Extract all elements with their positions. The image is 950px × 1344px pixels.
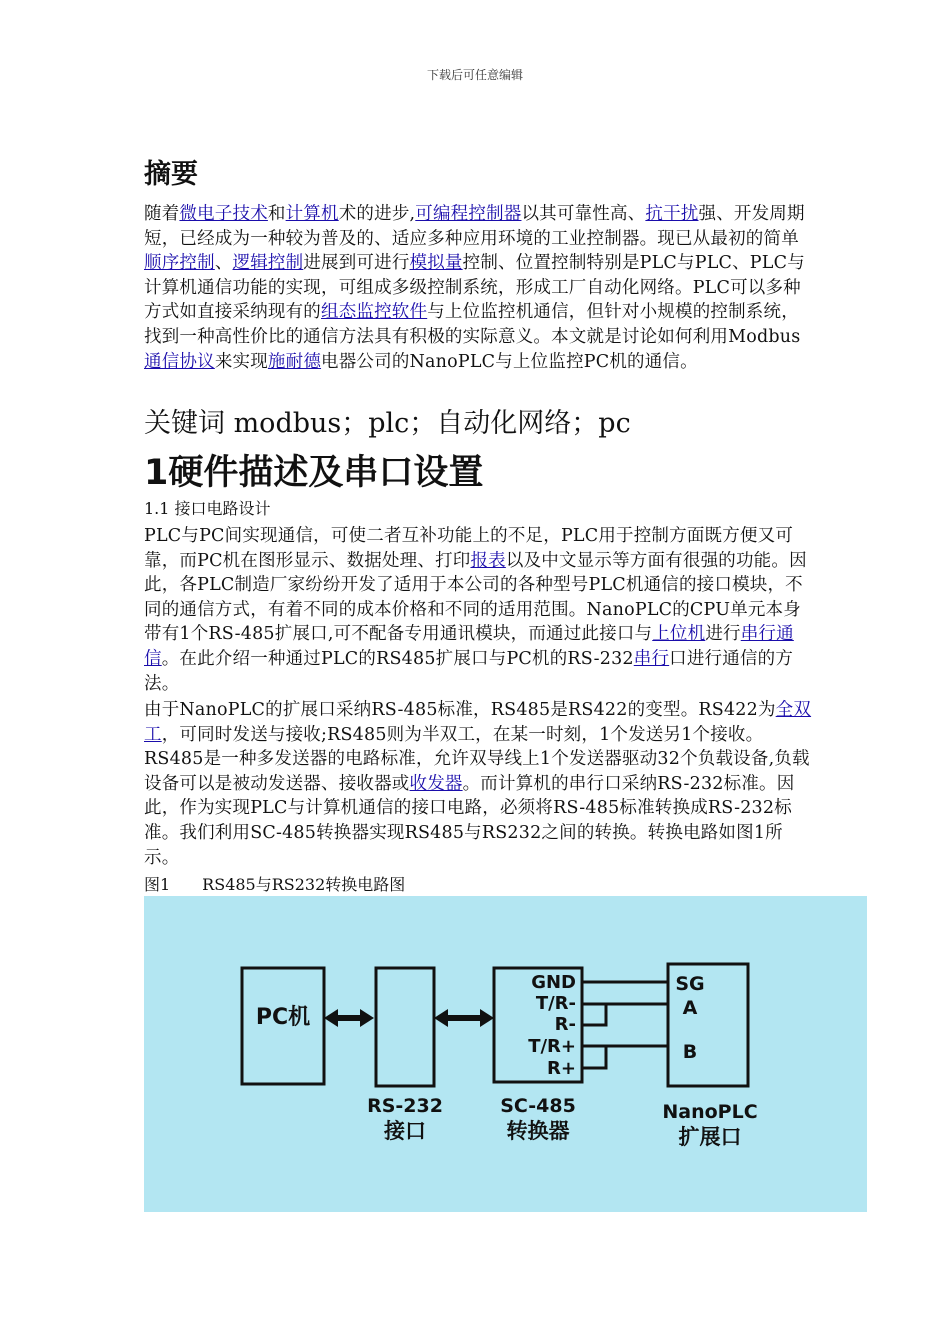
body-paragraph-2 [144,698,814,870]
text-run: 随着 [144,204,180,224]
circuit-diagram [144,896,867,1212]
text-run: 、 [214,253,233,274]
hyperlink[interactable]: 逻辑控制 [232,253,304,274]
abstract-paragraph [144,202,814,374]
hyperlink[interactable]: 报表 [470,550,506,571]
text-run: ，可同时发送与接收;RS485则为半双工，在某一时刻，1个发送另1个接收。RS485是一种多发送器的电路标准，允许双导线上1个发送器驱动32个负载设备,负载设备可以是被动发送器、接收器或 [144,724,810,794]
text-run: 控制、位置控制特别是PLC与PLC、PLC与计算机通信功能的实现，可组成多级控制系统，形成工厂自动化网络。PLC可以多种方式如直接采纳现有的 [144,253,805,323]
sc485-pin-r-minus: R- [554,1014,576,1035]
rs232-label-1: RS-232 [367,1095,443,1117]
wiring [582,982,668,1068]
sc485-pin-r-plus: R+ [547,1058,576,1079]
text-run: 以及中文显示等方面有很强的功能。因此，各PLC制造厂家纷纷开发了适用于本公司的各种型号PLC机通信的接口模块，不同的通信方式，有着不同的成本价格和不同的适用范围。NanoPLC的CPU单元本身带有1个RS-485扩展口,可不配备专用通讯模块，而通过此接口与 [144,550,807,645]
text-run: 术的进步, [338,204,416,224]
text-run: 。在此介绍一种通过PLC的RS485扩展口与PC机的RS-232 [161,648,634,669]
arrowhead-right-1 [360,1009,374,1027]
text-run: 强、开发周期短，已经成为一种较为普及的、适应多种应用环境的工业控制器。现已从最初的简单 [144,204,805,249]
hyperlink[interactable]: 抗干扰 [645,204,699,224]
sc485-pin-gnd: GND [531,972,576,993]
body-paragraph-1 [144,524,814,696]
hyperlink[interactable]: 施耐德 [267,351,322,372]
arrowhead-left-1 [324,1009,338,1027]
rs232-box [376,968,434,1086]
arrowhead-right-2 [480,1009,494,1027]
text-run: 与上位监控机通信，但针对小规模的控制系统，找到一种高性价比的通信方法具有积极的实际意义。本文就是讨论如何利用Modbus [144,302,801,347]
hyperlink[interactable]: 通信协议 [144,351,215,372]
text-run: 以其可靠性高、 [521,204,646,224]
text-run: 进展到可进行 [303,253,410,274]
keywords-line: 关键词 modbus；plc；自动化网络；pc [144,408,631,439]
sc485-pin-tr-minus: T/R- [535,993,576,1014]
pc-label: PC机 [255,1005,311,1030]
sc485-label-2: 转换器 [506,1119,570,1143]
abstract-heading: 摘要 [144,159,198,190]
hyperlink[interactable]: 收发器 [409,773,463,794]
text-run: PLC与PC间实现通信，可使二者互补功能上的不足，PLC用于控制方面既方便又可靠，而PC机在图形显示、数据处理、打印 [144,526,794,571]
hyperlink[interactable]: 全双工 [144,700,812,745]
hyperlink[interactable]: 微电子技术 [179,204,268,224]
text-run: 进行 [705,624,741,645]
text-run: 电器公司的NanoPLC与上位监控PC机的通信。 [321,351,698,372]
plc-pin-b: B [682,1041,698,1063]
sc485-pin-tr-plus: T/R+ [528,1036,576,1057]
plc-pin-a: A [682,997,698,1019]
sc485-label-1: SC-485 [500,1095,576,1117]
hyperlink[interactable]: 组态监控软件 [321,302,428,323]
hyperlink[interactable]: 上位机 [652,624,706,645]
subsection-heading: 1.1 接口电路设计 [144,499,271,518]
text-run: 口进行通信的方法。 [144,648,794,694]
hyperlink[interactable]: 串行通信 [144,624,794,669]
page-header: 下载后可任意编辑 [426,68,523,82]
text-run: 由于NanoPLC的扩展口采纳RS-485标准，RS485是RS422的变型。RS422为 [144,700,776,720]
figure-caption: 图1 RS485与RS232转换电路图 [144,875,406,894]
text-run: 来实现 [214,351,268,372]
hyperlink[interactable]: 顺序控制 [144,253,215,274]
section-heading: 1硬件描述及串口设置 [144,453,484,493]
hyperlink[interactable]: 计算机 [285,204,339,224]
nanoplc-label-1: NanoPLC [662,1101,758,1123]
text-run: 。而计算机的串行口采纳RS-232标准。因此，作为实现PLC与计算机通信的接口电路，必须将RS-485标准转换成RS-232标准。我们利用SC-485转换器实现RS485与RS232之间的转换。转换电路如图1所示。 [144,773,795,868]
nanoplc-label-2: 扩展口 [678,1125,742,1149]
text-run: 和 [267,204,286,224]
hyperlink[interactable]: 可编程控制器 [415,204,522,224]
hyperlink[interactable]: 串行 [633,648,670,669]
rs232-label-2: 接口 [384,1119,426,1143]
arrowhead-left-2 [434,1009,448,1027]
circuit-figure [144,896,867,1212]
hyperlink[interactable]: 模拟量 [409,253,463,274]
plc-pin-sg: SG [675,973,705,995]
